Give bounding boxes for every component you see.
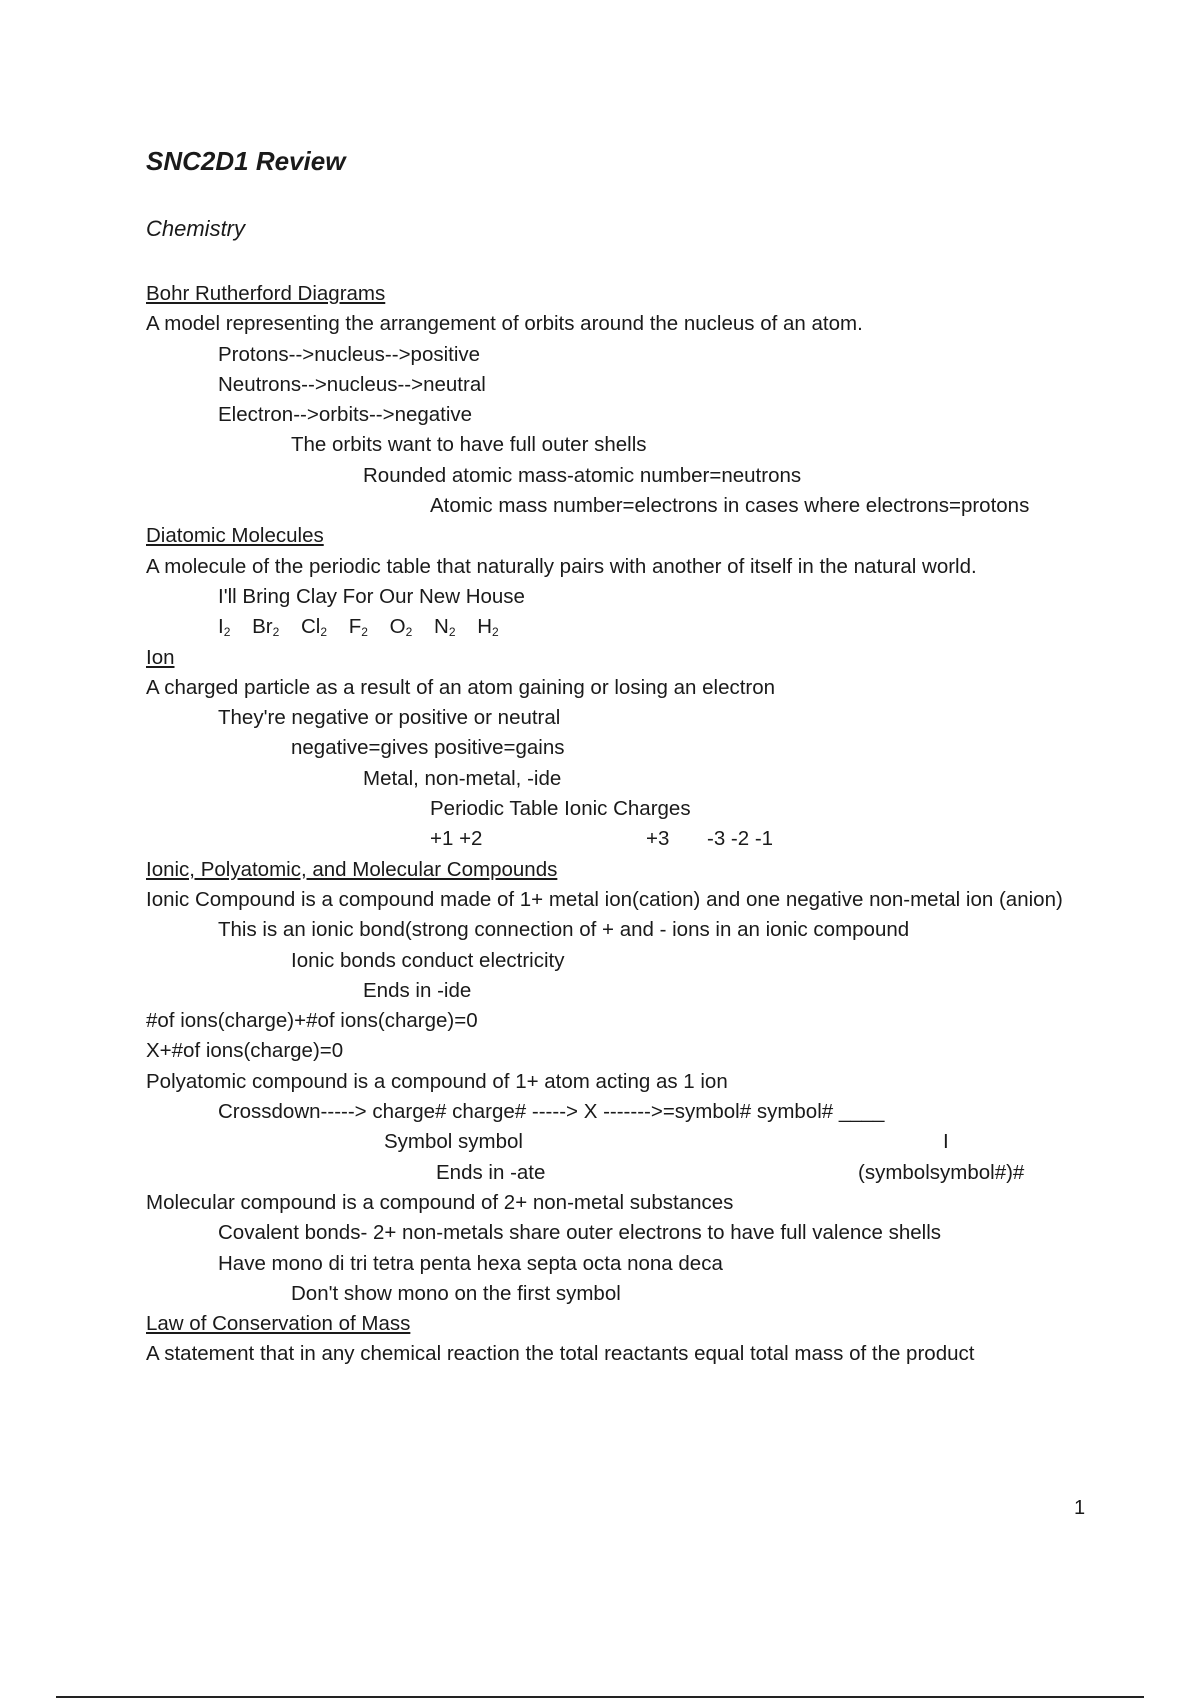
- molecule-fluorine: $F_2$: [348, 615, 368, 640]
- molecular-definition: Molecular compound is a compound of 2+ non-metal substances: [146, 1190, 734, 1214]
- document-title: SNC2D1 Review: [146, 146, 346, 176]
- diatomic-molecules: [146, 612, 1106, 642]
- molecule-hydrogen: $H_2$: [477, 615, 499, 640]
- prefixes: Have mono di tri tetra penta hexa septa octa nona deca: [218, 1251, 723, 1275]
- page-bottom-rule: [56, 1696, 1144, 1698]
- ionic-ends-ide: Ends in -ide: [363, 978, 472, 1002]
- bohr-definition: A model representing the arrangement of orbits around the nucleus of an atom.: [146, 312, 863, 336]
- bohr-protons: Protons-->nucleus-->positive: [218, 342, 481, 366]
- polyatomic-definition: Polyatomic compound is a compound of 1+ atom acting as 1 ion: [146, 1069, 728, 1093]
- crossdown-line: Crossdown-----> charge# charge# -----> X ------->=symbol# symbol# ____: [218, 1100, 885, 1124]
- bohr-neutrons: Neutrons-->nucleus-->neutral: [218, 372, 486, 396]
- symbol-label: Symbol symbol: [384, 1130, 523, 1154]
- molecule-oxygen: $O_2$: [389, 615, 413, 640]
- covalent-bonds: Covalent bonds- 2+ non-metals share outer electrons to have full valence shells: [218, 1221, 942, 1245]
- charge-group-1: +1 +2: [430, 827, 483, 851]
- bohr-rounded: Rounded atomic mass-atomic number=neutrons: [363, 463, 802, 487]
- ion-definition: A charged particle as a result of an atom gaining or losing an electron: [146, 675, 776, 699]
- diatomic-mnemonic: I'll Bring Clay For Our New House: [218, 584, 525, 608]
- formula-1: #of ions(charge)+#of ions(charge)=0: [146, 1009, 478, 1033]
- formula-2: X+#of ions(charge)=0: [146, 1039, 344, 1063]
- document-body: [146, 279, 1106, 1370]
- ion-periodic: Periodic Table Ionic Charges: [430, 797, 691, 821]
- ends-ate: Ends in -ate: [436, 1160, 546, 1184]
- ionic-bond: This is an ionic bond(strong connection of + and - ions in an ionic compound: [218, 918, 910, 942]
- ionic-definition: Ionic Compound is a compound made of 1+ metal ion(cation) and one negative non-metal ion (anion): [146, 887, 1063, 911]
- section-title: Chemistry: [146, 216, 246, 241]
- bohr-orbits: The orbits want to have full outer shells: [291, 433, 647, 457]
- heading-bohr: Bohr Rutherford Diagrams: [146, 282, 386, 305]
- ion-charges: [146, 824, 1106, 854]
- molecule-bromine: $Br_2$: [252, 615, 280, 640]
- page-number: 1: [1074, 1497, 1086, 1519]
- charge-group-3: -3 -2 -1: [707, 827, 774, 851]
- bohr-atomic: Atomic mass number=electrons in cases where electrons=protons: [430, 494, 1030, 518]
- heading-ion: Ion: [146, 645, 175, 669]
- ion-metal: Metal, non-metal, -ide: [363, 766, 562, 790]
- molecule-iodine: $I_2$: [218, 615, 231, 640]
- ends-ate-row: [146, 1158, 1106, 1188]
- molecule-chlorine: $Cl_2$: [300, 615, 328, 640]
- symbol-row: [146, 1127, 1106, 1157]
- heading-compounds: Ionic, Polyatomic, and Molecular Compounds: [146, 857, 558, 881]
- ionic-conduct: Ionic bonds conduct electricity: [291, 948, 565, 972]
- diatomic-definition: A molecule of the periodic table that naturally pairs with another of itself in the natural world.: [146, 554, 977, 578]
- ion-gives: negative=gives positive=gains: [291, 736, 565, 760]
- symbolsymbol: (symbolsymbol#)#: [858, 1160, 1025, 1184]
- heading-diatomic: Diatomic Molecules: [146, 524, 324, 548]
- heading-law: Law of Conservation of Mass: [146, 1312, 411, 1336]
- bohr-electron: Electron-->orbits-->negative: [218, 403, 473, 427]
- law-definition: A statement that in any chemical reaction the total reactants equal total mass of the product: [146, 1342, 975, 1366]
- molecule-nitrogen: $N_2$: [434, 615, 456, 640]
- charge-group-2: +3: [646, 827, 670, 851]
- symbol-bar: I: [943, 1130, 949, 1154]
- ion-types: They're negative or positive or neutral: [218, 706, 561, 730]
- mono-note: Don't show mono on the first symbol: [291, 1281, 621, 1305]
